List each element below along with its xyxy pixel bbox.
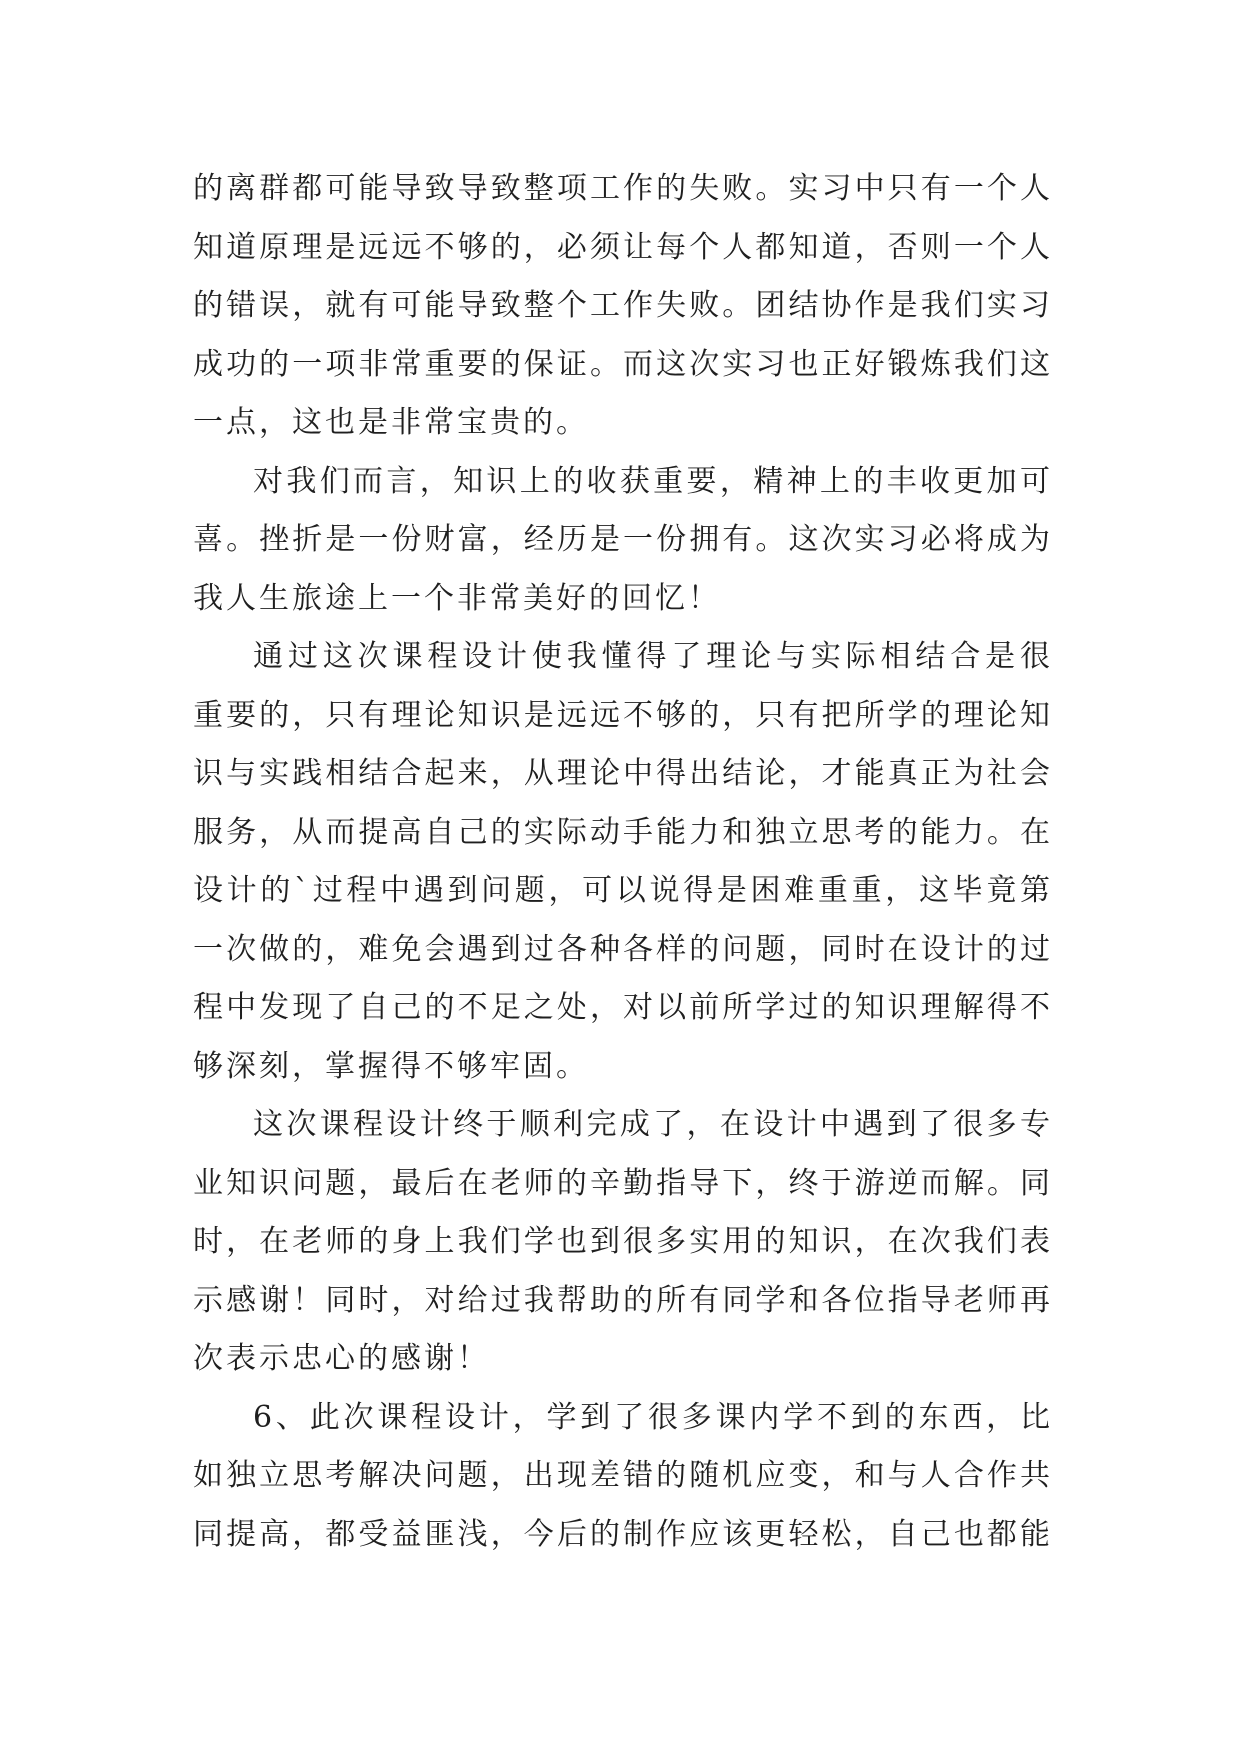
text-line: 次表示忠心的感谢！ — [193, 1341, 490, 1376]
document-body — [193, 160, 1053, 1564]
text-line: 一次做的，难免会遇到过各种各样的问题，同时在设计的过 — [193, 931, 1053, 967]
text-line: 的错误，就有可能导致整个工作失败。团结协作是我们实习 — [193, 288, 1053, 323]
text-line: 我人生旅途上一个非常美好的回忆！ — [193, 580, 721, 616]
text-line: 重要的，只有理论知识是远远不够的，只有把所学的理论知 — [193, 697, 1053, 733]
text-line: 成功的一项非常重要的保证。而这次实习也正好锻炼我们这 — [193, 346, 1053, 382]
text-line: 喜。挫折是一份财富，经历是一份拥有。这次实习必将成为 — [193, 522, 1053, 557]
text-line: 示感谢！同时，对给过我帮助的所有同学和各位指导老师再 — [193, 1282, 1053, 1318]
text-line: 时，在老师的身上我们学也到很多实用的知识，在次我们表 — [193, 1224, 1053, 1259]
paragraph — [193, 1389, 1053, 1565]
text-line: 服务，从而提高自己的实际动手能力和独立思考的能力。在 — [193, 814, 1053, 850]
paragraph — [193, 1096, 1053, 1389]
text-line: 同提高，都受益匪浅，今后的制作应该更轻松，自己也都能 — [193, 1516, 1053, 1552]
text-line: 知道原理是远远不够的，必须让每个人都知道，否则一个人 — [193, 229, 1053, 265]
text-line: 通过这次课程设计使我懂得了理论与实际相结合是很 — [253, 639, 1053, 674]
text-line: 识与实践相结合起来，从理论中得出结论，才能真正为社会 — [193, 756, 1053, 791]
text-line: 这次课程设计终于顺利完成了，在设计中遇到了很多专 — [253, 1107, 1053, 1142]
text-line: 够深刻，掌握得不够牢固。 — [193, 1048, 589, 1084]
text-line: 如独立思考解决问题，出现差错的随机应变，和与人合作共 — [193, 1458, 1053, 1493]
text-line: 的离群都可能导致导致整项工作的失败。实习中只有一个人 — [193, 171, 1053, 206]
text-line: 一点，这也是非常宝贵的。 — [193, 405, 589, 440]
paragraph — [193, 628, 1053, 1096]
text-line: 程中发现了自己的不足之处，对以前所学过的知识理解得不 — [193, 990, 1053, 1025]
text-line: 6、此次课程设计，学到了很多课内学不到的东西，比 — [253, 1399, 1053, 1435]
paragraph — [193, 453, 1053, 629]
text-line: 设计的`过程中遇到问题，可以说得是困难重重，这毕竟第 — [193, 873, 1053, 908]
paragraph — [193, 160, 1053, 453]
text-line: 对我们而言，知识上的收获重要，精神上的丰收更加可 — [253, 463, 1053, 499]
text-line: 业知识问题，最后在老师的辛勤指导下，终于游逆而解。同 — [193, 1165, 1053, 1201]
